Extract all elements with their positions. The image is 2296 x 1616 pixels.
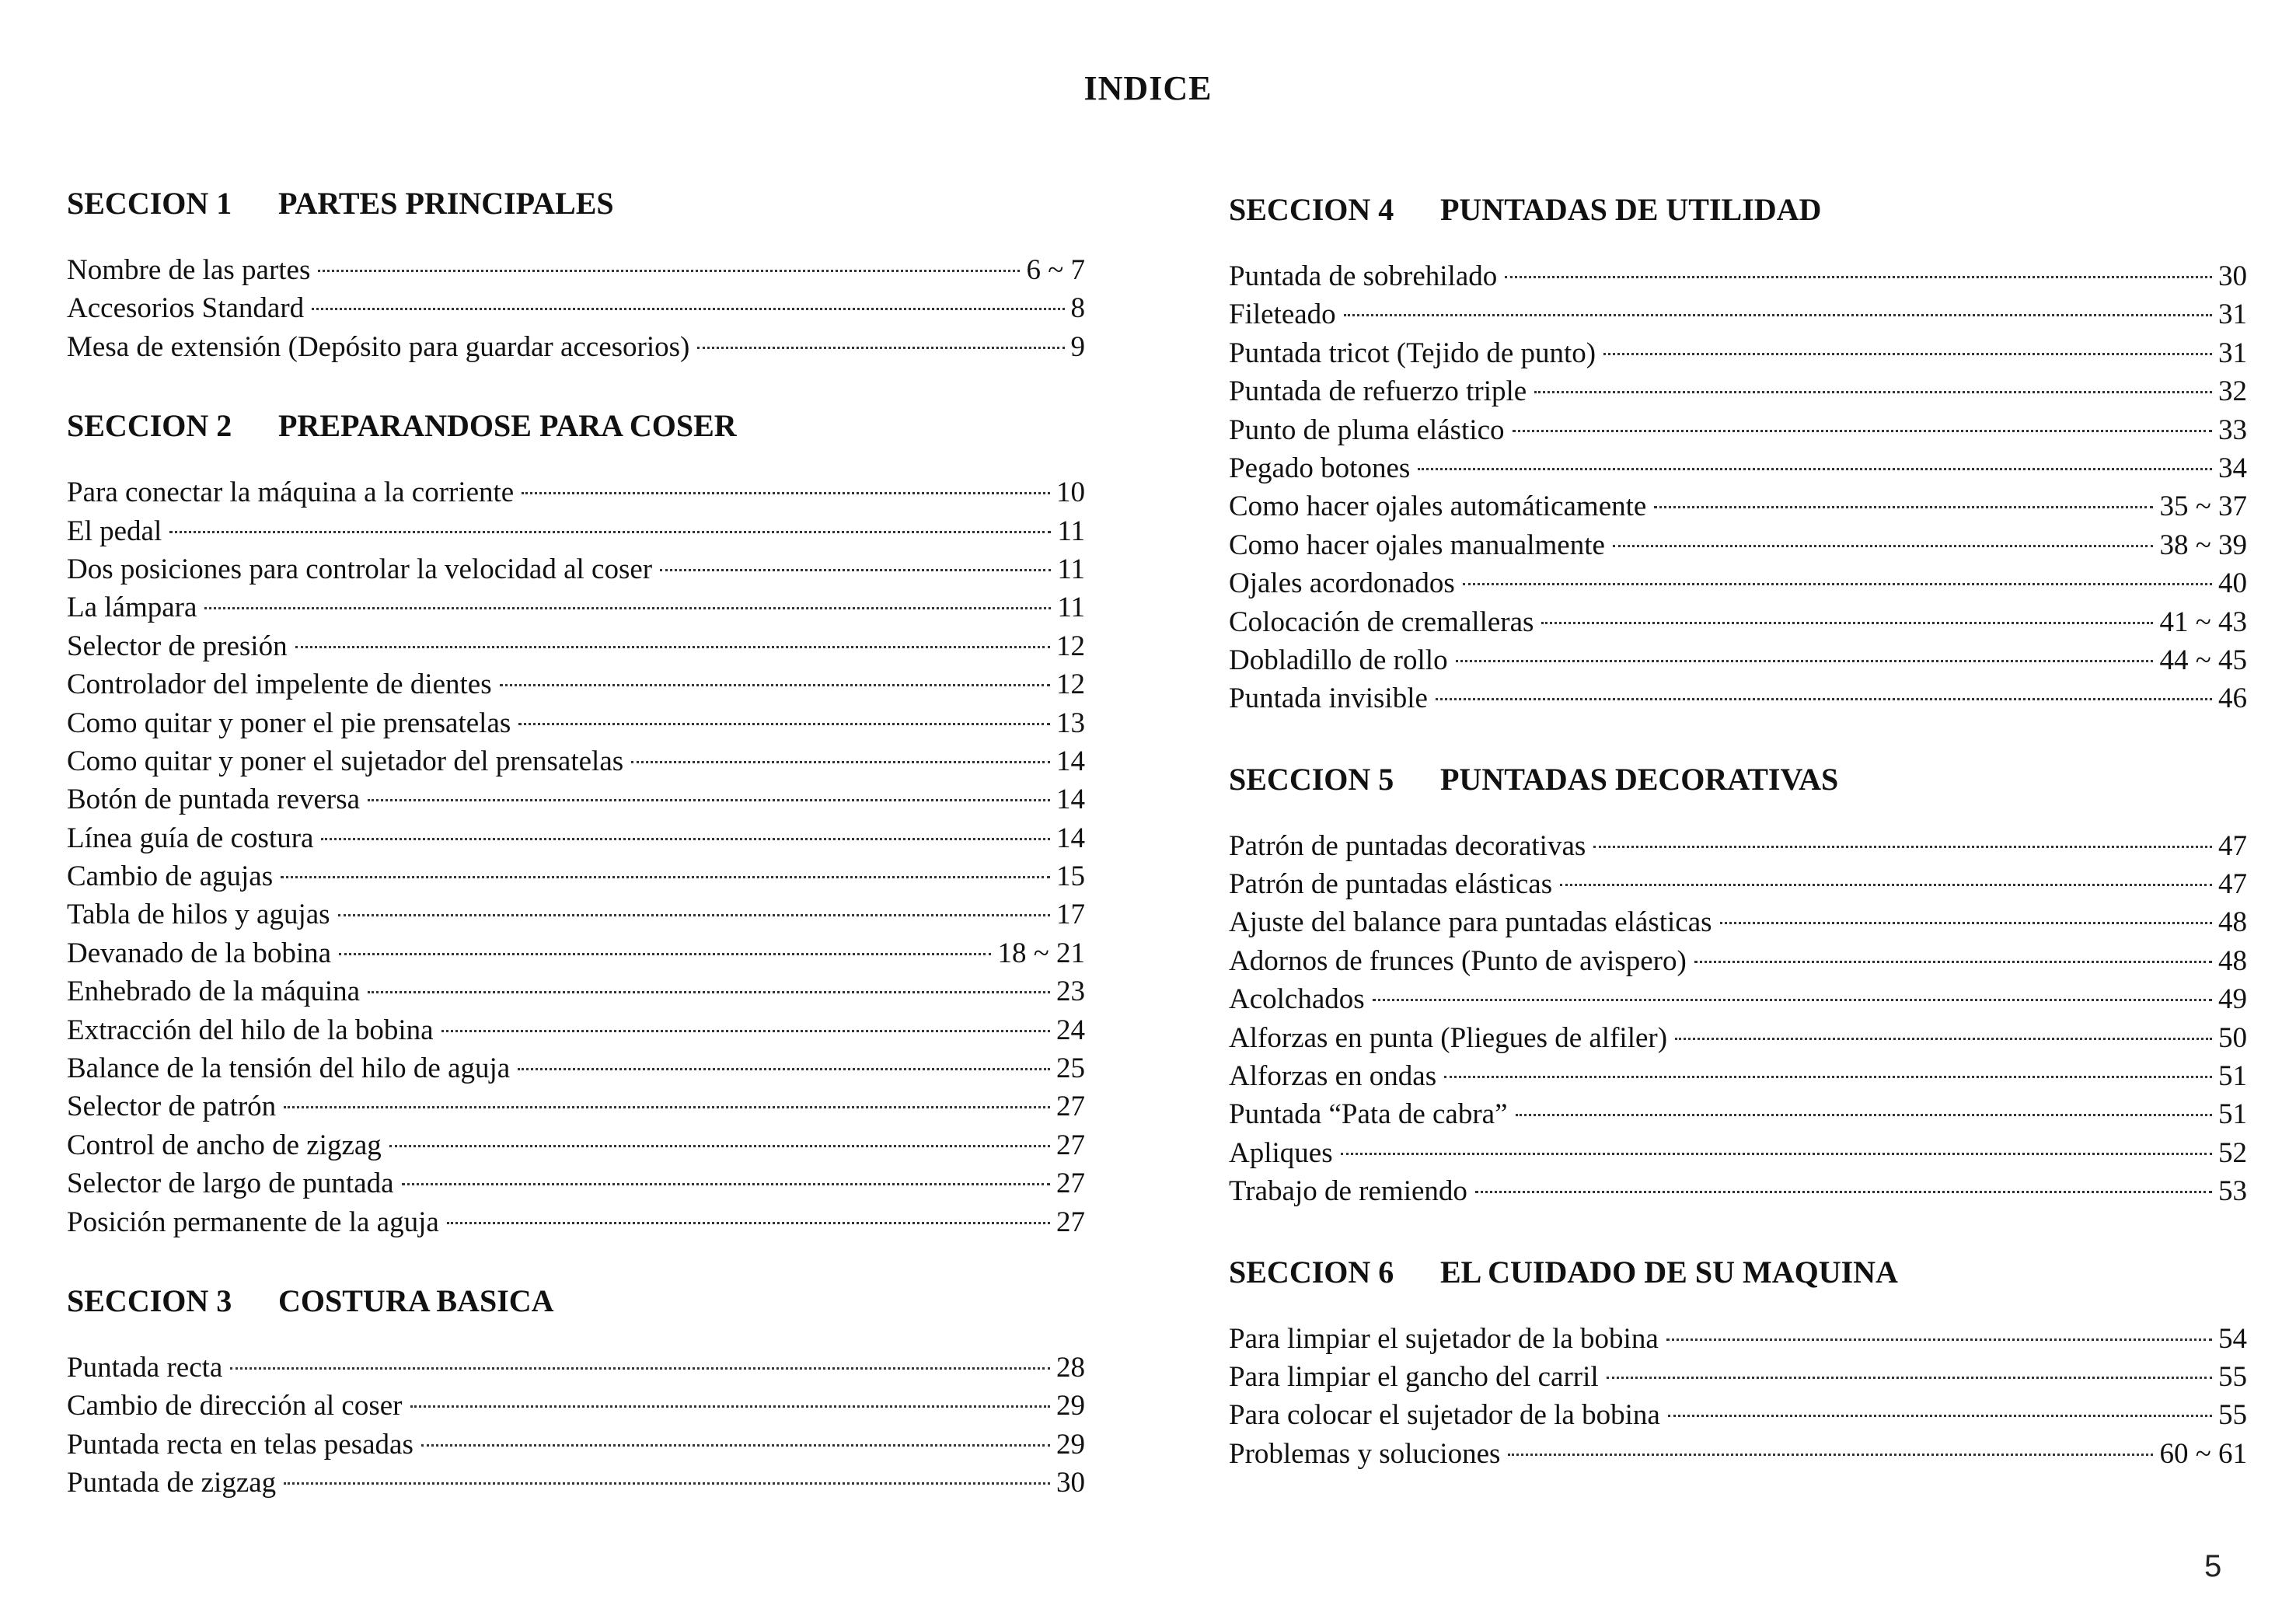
index-section: [1229, 756, 2247, 1211]
entry-label: La lámpara: [67, 592, 197, 624]
entry-label: Control de ancho de zigzag: [67, 1129, 382, 1161]
index-entry: [1229, 1320, 2247, 1358]
entry-label: Extracción del hilo de la bobina: [67, 1014, 434, 1046]
dot-leader: [389, 1145, 1050, 1147]
entry-page: 12: [1056, 630, 1085, 662]
dot-leader: [1668, 1415, 2212, 1417]
entry-label: Nombre de las partes: [67, 254, 311, 286]
entry-label: Botón de puntada reversa: [67, 784, 361, 816]
dot-leader: [1341, 1153, 2212, 1155]
entry-label: Patrón de puntadas elásticas: [1229, 868, 1553, 901]
entry-label: Devanado de la bobina: [67, 937, 332, 969]
dot-leader: [338, 914, 1050, 916]
index-entry: [1229, 334, 2247, 372]
dot-leader: [1607, 1377, 2212, 1379]
entry-label: Como quitar y poner el sujetador del prensatelas: [67, 745, 624, 777]
index-entry: [67, 251, 1085, 289]
entry-label: Fileteado: [1229, 298, 1336, 331]
dot-leader: [631, 761, 1050, 763]
entry-page: 29: [1056, 1390, 1085, 1422]
section-title: PREPARANDOSE PARA COSER: [278, 408, 737, 444]
index-entry: [67, 857, 1085, 895]
entry-page: 51: [2218, 1060, 2247, 1093]
dot-leader: [368, 991, 1050, 993]
entry-label: Adornos de frunces (Punto de avispero): [1229, 944, 1687, 977]
entry-page: 44 ~ 45: [2159, 644, 2247, 676]
entry-page: 27: [1056, 1206, 1085, 1238]
dot-leader: [295, 646, 1050, 648]
dot-leader: [518, 1068, 1050, 1070]
entry-page: 49: [2218, 983, 2247, 1016]
section-number: SECCION 6: [1229, 1254, 1394, 1290]
entry-page: 18 ~ 21: [997, 937, 1085, 969]
dot-leader: [312, 308, 1064, 310]
index-entry: [1229, 980, 2247, 1018]
section-heading: [1229, 756, 2247, 803]
entry-label: Cambio de dirección al coser: [67, 1390, 403, 1422]
dot-leader: [368, 799, 1050, 801]
entry-page: 55: [2218, 1360, 2247, 1393]
index-entry: [1229, 411, 2247, 449]
index-entry: [67, 1349, 1085, 1387]
index-entry: [1229, 827, 2247, 865]
entry-label: Posición permanente de la aguja: [67, 1206, 439, 1238]
index-entry: [67, 1387, 1085, 1425]
entry-page: 30: [1056, 1467, 1085, 1499]
index-entry: [1229, 1358, 2247, 1396]
entry-label: Punto de pluma elástico: [1229, 414, 1505, 446]
entry-label: Puntada “Pata de cabra”: [1229, 1098, 1508, 1131]
page-number: 5: [2204, 1549, 2222, 1583]
index-section: [1229, 187, 2247, 718]
index-entry: [1229, 942, 2247, 980]
entry-page: 52: [2218, 1136, 2247, 1169]
entry-label: Puntada de zigzag: [67, 1467, 277, 1499]
entry-list: [1229, 1320, 2247, 1474]
index-section: [1229, 1249, 2247, 1474]
dot-leader: [1613, 545, 2154, 547]
index-entry: [1229, 1134, 2247, 1172]
entry-list: [67, 1349, 1085, 1503]
entry-page: 12: [1056, 668, 1085, 701]
entry-page: 10: [1056, 476, 1085, 509]
section-number: SECCION 5: [1229, 761, 1394, 797]
entry-label: Problemas y soluciones: [1229, 1437, 1501, 1470]
entry-page: 40: [2218, 567, 2247, 600]
index-entry: [67, 289, 1085, 327]
index-entry: [67, 1164, 1085, 1202]
index-entry: [1229, 1057, 2247, 1095]
dot-leader: [500, 684, 1050, 686]
section-number: SECCION 1: [67, 186, 232, 221]
entry-page: 30: [2218, 260, 2247, 292]
entry-page: 32: [2218, 375, 2247, 408]
entry-page: 29: [1056, 1428, 1085, 1461]
entry-label: Selector de largo de puntada: [67, 1167, 394, 1200]
index-entry: [67, 627, 1085, 665]
entry-page: 54: [2218, 1322, 2247, 1355]
entry-list: [1229, 827, 2247, 1211]
entry-label: Como quitar y poner el pie prensatelas: [67, 707, 511, 739]
entry-page: 33: [2218, 414, 2247, 446]
dot-leader: [1508, 1454, 2153, 1456]
dot-leader: [1516, 1114, 2212, 1116]
entry-page: 50: [2218, 1021, 2247, 1054]
index-entry: [1229, 1172, 2247, 1210]
entry-label: Dobladillo de rollo: [1229, 644, 1448, 676]
index-entry: [67, 1464, 1085, 1502]
index-entry: [67, 1426, 1085, 1464]
entry-label: Selector de presión: [67, 630, 288, 662]
entry-label: Apliques: [1229, 1136, 1333, 1169]
entry-page: 11: [1057, 515, 1085, 547]
entry-label: Puntada recta: [67, 1351, 223, 1384]
entry-label: Pegado botones: [1229, 452, 1411, 484]
entry-page: 11: [1057, 592, 1085, 624]
entry-label: Controlador del impelente de dientes: [67, 668, 492, 701]
section-title: COSTURA BASICA: [278, 1283, 554, 1318]
entry-page: 38 ~ 39: [2159, 529, 2247, 561]
dot-leader: [1541, 622, 2153, 624]
entry-page: 55: [2218, 1399, 2247, 1432]
entry-label: Para conectar la máquina a la corriente: [67, 476, 515, 509]
index-entry: [67, 934, 1085, 972]
section-heading: [1229, 1249, 2247, 1296]
entry-label: Como hacer ojales manualmente: [1229, 529, 1605, 561]
entry-label: Ajuste del balance para puntadas elásticas: [1229, 906, 1712, 939]
entry-label: Puntada invisible: [1229, 682, 1428, 715]
entry-page: 47: [2218, 868, 2247, 901]
entry-page: 11: [1057, 553, 1085, 585]
dot-leader: [421, 1444, 1050, 1447]
index-section: [67, 180, 1085, 366]
entry-page: 14: [1056, 784, 1085, 816]
section-title: PARTES PRINCIPALES: [278, 186, 614, 221]
dot-leader: [1505, 276, 2212, 278]
index-entry: [67, 742, 1085, 780]
entry-label: Puntada de sobrehilado: [1229, 260, 1498, 292]
index-entry: [67, 473, 1085, 511]
index-entry: [67, 588, 1085, 627]
index-entry: [67, 512, 1085, 550]
dot-leader: [318, 270, 1020, 272]
dot-leader: [518, 723, 1050, 725]
right-column: [1229, 187, 2247, 1473]
entry-label: Dos posiciones para controlar la velocidad al coser: [67, 553, 653, 585]
index-section: [67, 1278, 1085, 1503]
dot-leader: [1534, 391, 2212, 393]
entry-label: Ojales acordonados: [1229, 567, 1455, 600]
dot-leader: [441, 1030, 1050, 1032]
entry-label: Balance de la tensión del hilo de aguja: [67, 1052, 511, 1085]
dot-leader: [1513, 430, 2212, 432]
dot-leader: [230, 1367, 1050, 1370]
entry-page: 48: [2218, 944, 2247, 977]
dot-leader: [281, 876, 1050, 878]
entry-page: 46: [2218, 682, 2247, 715]
index-entry: [67, 895, 1085, 934]
page-title: INDICE: [1083, 69, 1213, 107]
entry-page: 48: [2218, 906, 2247, 939]
entry-page: 23: [1056, 976, 1085, 1008]
entry-label: Alforzas en ondas: [1229, 1060, 1437, 1093]
section-title: PUNTADAS DE UTILIDAD: [1440, 192, 1822, 227]
entry-page: 14: [1056, 822, 1085, 854]
dot-leader: [447, 1222, 1050, 1224]
dot-leader: [1603, 353, 2212, 355]
dot-leader: [321, 838, 1050, 840]
index-entry: [1229, 1095, 2247, 1133]
dot-leader: [1694, 961, 2212, 963]
entry-label: Línea guía de costura: [67, 822, 314, 854]
entry-list: [67, 473, 1085, 1241]
dot-leader: [339, 953, 991, 955]
index-entry: [1229, 372, 2247, 410]
entry-page: 27: [1056, 1167, 1085, 1200]
section-title: EL CUIDADO DE SU MAQUINA: [1440, 1254, 1898, 1290]
index-section: [67, 403, 1085, 1241]
dot-leader: [660, 569, 1051, 571]
entry-page: 6 ~ 7: [1026, 254, 1085, 286]
index-entry: [67, 1126, 1085, 1164]
index-entry: [1229, 295, 2247, 333]
section-number: SECCION 2: [67, 408, 232, 444]
dot-leader: [410, 1405, 1051, 1408]
entry-page: 51: [2218, 1098, 2247, 1131]
dot-leader: [402, 1183, 1050, 1185]
index-entry: [67, 665, 1085, 703]
index-entry: [67, 550, 1085, 588]
index-entry: [1229, 487, 2247, 525]
entry-label: Puntada de refuerzo triple: [1229, 375, 1527, 408]
left-column: [67, 180, 1085, 1503]
dot-leader: [1344, 314, 2212, 316]
section-number: SECCION 4: [1229, 192, 1394, 227]
index-entry: [1229, 1019, 2247, 1057]
index-entry: [67, 1203, 1085, 1241]
entry-label: Puntada recta en telas pesadas: [67, 1428, 413, 1461]
entry-label: Para limpiar el gancho del carril: [1229, 1360, 1599, 1393]
entry-page: 27: [1056, 1129, 1085, 1161]
dot-leader: [204, 607, 1051, 609]
entry-label: Para colocar el sujetador de la bobina: [1229, 1399, 1660, 1432]
entry-page: 34: [2218, 452, 2247, 484]
entry-label: Accesorios Standard: [67, 292, 305, 325]
section-title: PUNTADAS DECORATIVAS: [1440, 761, 1839, 797]
entry-label: Cambio de agujas: [67, 860, 274, 893]
dot-leader: [1436, 698, 2212, 700]
dot-leader: [1475, 1191, 2212, 1193]
entry-label: Patrón de puntadas decorativas: [1229, 829, 1586, 862]
entry-label: El pedal: [67, 515, 162, 547]
index-entry: [1229, 526, 2247, 564]
index-entry: [1229, 903, 2247, 941]
entry-page: 17: [1056, 899, 1085, 931]
entry-label: Colocación de cremalleras: [1229, 606, 1534, 638]
entry-label: Acolchados: [1229, 983, 1365, 1016]
entry-label: Para limpiar el sujetador de la bobina: [1229, 1322, 1659, 1355]
dot-leader: [697, 347, 1064, 349]
index-entry: [67, 1087, 1085, 1126]
index-entry: [67, 1011, 1085, 1049]
dot-leader: [284, 1482, 1050, 1485]
index-entry: [1229, 1435, 2247, 1473]
entry-label: Mesa de extensión (Depósito para guardar accesorios): [67, 330, 690, 363]
index-entry: [1229, 641, 2247, 679]
index-entry: [67, 819, 1085, 857]
index-entry: [67, 704, 1085, 742]
entry-page: 14: [1056, 745, 1085, 777]
dot-leader: [1654, 506, 2153, 508]
dot-leader: [1720, 922, 2212, 924]
index-entry: [67, 972, 1085, 1010]
entry-page: 9: [1070, 330, 1085, 363]
index-entry: [67, 1049, 1085, 1087]
entry-page: 35 ~ 37: [2159, 490, 2247, 523]
entry-page: 31: [2218, 298, 2247, 331]
index-entry: [1229, 449, 2247, 487]
entry-label: Tabla de hilos y agujas: [67, 899, 330, 931]
index-entry: [67, 780, 1085, 818]
index-entry: [1229, 865, 2247, 903]
index-entry: [1229, 257, 2247, 295]
section-number: SECCION 3: [67, 1283, 232, 1318]
entry-page: 41 ~ 43: [2159, 606, 2247, 638]
entry-page: 24: [1056, 1014, 1085, 1046]
dot-leader: [522, 492, 1050, 494]
section-heading: [67, 1278, 1085, 1325]
index-entry: [1229, 679, 2247, 717]
dot-leader: [1444, 1076, 2212, 1078]
entry-label: Puntada tricot (Tejido de punto): [1229, 337, 1596, 369]
index-entry: [1229, 1396, 2247, 1434]
dot-leader: [1418, 468, 2212, 470]
entry-page: 25: [1056, 1052, 1085, 1085]
entry-page: 8: [1070, 292, 1085, 325]
entry-label: Trabajo de remiendo: [1229, 1175, 1467, 1208]
dot-leader: [1560, 884, 2212, 886]
entry-label: Como hacer ojales automáticamente: [1229, 490, 1647, 523]
entry-list: [67, 251, 1085, 366]
dot-leader: [1463, 583, 2212, 585]
entry-page: 27: [1056, 1091, 1085, 1123]
entry-label: Selector de patrón: [67, 1091, 277, 1123]
section-heading: [1229, 187, 2247, 233]
dot-leader: [1373, 999, 2212, 1001]
entry-label: Enhebrado de la máquina: [67, 976, 361, 1008]
entry-page: 28: [1056, 1351, 1085, 1384]
section-heading: [67, 180, 1085, 227]
entry-page: 13: [1056, 707, 1085, 739]
dot-leader: [284, 1106, 1050, 1108]
index-entry: [1229, 603, 2247, 641]
dot-leader: [1666, 1339, 2212, 1341]
entry-page: 53: [2218, 1175, 2247, 1208]
index-entry: [1229, 564, 2247, 602]
index-entry: [67, 328, 1085, 366]
dot-leader: [1675, 1038, 2212, 1040]
entry-page: 47: [2218, 829, 2247, 862]
dot-leader: [169, 531, 1051, 533]
entry-list: [1229, 257, 2247, 718]
entry-label: Alforzas en punta (Pliegues de alfiler): [1229, 1021, 1668, 1054]
dot-leader: [1456, 660, 2154, 662]
entry-page: 31: [2218, 337, 2247, 369]
entry-page: 60 ~ 61: [2159, 1437, 2247, 1470]
dot-leader: [1593, 846, 2212, 848]
section-heading: [67, 403, 1085, 449]
entry-page: 15: [1056, 860, 1085, 893]
